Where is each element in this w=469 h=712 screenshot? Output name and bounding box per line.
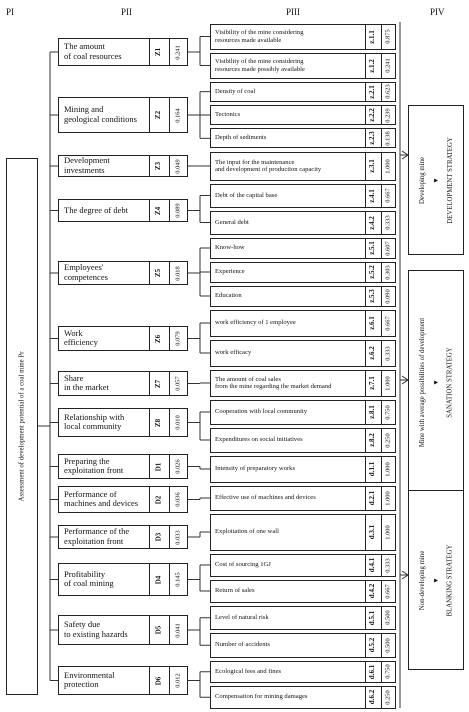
factor-weight: 0.026 [174,459,182,474]
factor-weight: 0.012 [174,673,182,688]
criterion-code: z.8.2 [367,433,376,447]
criterion-divider [365,634,366,657]
root-label: Assessment of development potential of a coal mine Pr [18,351,26,501]
criterion-code: z.1.1 [367,29,376,44]
criterion-name: Exploitation of one wall [215,528,279,535]
criterion-code: d.4.2 [368,583,377,599]
criterion-code: z.5.1 [367,241,376,255]
factor-code: Z1 [154,47,163,57]
criterion-divider [381,634,382,657]
criterion-weight: 0.239 [384,107,392,123]
criterion-weight: 0.138 [384,131,392,146]
criterion-weight: 0.750 [384,404,392,420]
criterion-divider [365,662,366,683]
factor-code: Z3 [154,161,163,171]
criterion-weight: 0.090 [384,288,392,304]
criterion-name: Visibility of the mine considering resources made possibly available [215,58,305,73]
criterion-name: Know-how [215,244,245,251]
factor-code: D2 [153,495,162,504]
criterion-divider [381,185,382,207]
factor-code: Z8 [154,418,163,427]
criterion-weight: 0.875 [384,29,392,44]
factor-divider [149,262,150,284]
criterion-weight: 0.607 [384,240,392,256]
criterion-divider [381,515,382,550]
criterion-weight: 0.333 [384,557,392,573]
criterion-divider [365,153,366,180]
criterion-code: d.1.1 [368,461,377,477]
criterion-code: z.6.1 [367,316,376,330]
criterion-code: z.8.1 [367,405,376,419]
criterion-weight: 0.667 [384,583,392,599]
criterion-divider [381,83,382,101]
criterion-divider [365,25,366,49]
criterion-code: z.1.2 [367,58,376,73]
criterion-code: d.6.1 [368,664,377,679]
criterion-divider [381,662,382,683]
factor-divider [169,487,170,512]
factor-code: D5 [153,625,162,635]
criterion-divider [381,239,382,258]
criterion-divider [365,429,366,452]
criterion-code: z.6.2 [367,346,376,360]
factor-weight: 0.010 [174,415,182,430]
criterion-weight: 1.000 [384,524,392,540]
criterion-name: Level of natural risk [215,613,269,621]
criterion-divider [381,371,382,396]
criterion-name: Cost of sourcing 1GJ [215,561,271,568]
criterion-code: z.5.3 [367,289,376,303]
criterion-divider [381,263,382,282]
strategy-label: Non-developing mine [418,550,426,610]
criterion-name: Return of sales [215,587,255,594]
criterion-divider [381,153,382,180]
factor-code: D1 [153,462,162,471]
criterion-code: z.2.2 [367,108,376,122]
criterion-divider [365,581,366,602]
criterion-name: work efficiency of 1 employee [215,319,296,326]
factor-weight: 0.036 [174,492,182,507]
criterion-divider [381,129,382,147]
factor-divider [149,409,150,436]
criterion-divider [381,106,382,124]
factor-name: Preparing the exploitation front [64,455,124,476]
factor-code: Z6 [154,334,163,343]
factor-divider [149,616,150,644]
criterion-divider [381,341,382,366]
criterion-code: z.5.2 [367,265,376,279]
criterion-divider [381,401,382,424]
criterion-name: Intensity of preparatory works [215,465,296,472]
criterion-name: Debt of the capital base [215,191,278,199]
factor-name: Performance of machines and devices [64,488,139,509]
criterion-name: Density of coal [215,87,256,95]
criterion-name: Number of accidents [215,641,270,649]
factor-weight: 0.079 [174,331,182,346]
criterion-divider [381,287,382,306]
criterion-name: General debt [215,218,249,226]
criterion-divider [365,457,366,482]
criterion-divider [381,212,382,234]
criterion-divider [381,687,382,708]
criterion-divider [365,212,366,234]
factor-divider [149,98,150,132]
factor-divider [149,372,150,395]
criterion-divider [365,341,366,366]
criterion-weight: 1.000 [384,490,392,506]
criterion-weight: 0.333 [384,215,392,230]
criterion-divider [365,129,366,147]
factor-divider [169,455,170,478]
strategy-down-arrow-icon: ▼ [432,576,440,584]
criterion-name: Experience [215,268,245,275]
criterion-weight: 0.750 [384,664,392,679]
criterion-divider [365,487,366,510]
criterion-name: The input for the maintenance and development of production capacity [215,158,322,174]
strategy-down-arrow-icon: ▼ [432,379,440,386]
criterion-weight: 0.667 [384,188,392,203]
factor-name: Profitability of coal mining [64,568,114,589]
factor-divider [149,156,150,176]
criterion-weight: 1.000 [384,158,392,174]
criterion-weight: 0.623 [384,84,392,99]
factor-code: D4 [153,575,162,584]
criterion-code: z.3.1 [367,159,376,173]
criterion-divider [365,54,366,78]
criterion-code: z.4.2 [367,215,376,230]
factor-name: Performance of the exploitation front [64,526,130,546]
criterion-code: d.6.2 [368,690,377,705]
criterion-divider [381,555,382,576]
criterion-weight: 0.667 [384,315,392,331]
factor-divider [149,564,150,595]
factor-divider [149,327,150,350]
criterion-divider [365,106,366,124]
factor-name: Safety due to existing hazards [64,619,128,639]
factor-weight: 0.049 [174,158,182,174]
criterion-divider [381,487,382,510]
strategy-label: Mine with average possibilities of development [418,317,426,448]
criterion-code: d.5.2 [368,638,377,653]
factor-divider [149,455,150,478]
factor-divider [169,409,170,436]
criterion-divider [381,54,382,78]
strategy-down-arrow-icon: ▼ [432,176,440,184]
criterion-weight: 0.250 [384,690,392,705]
criterion-divider [381,607,382,630]
factor-weight: 0.164 [174,107,182,123]
factor-divider [169,327,170,350]
factor-weight: 0.145 [174,572,182,587]
factor-code: Z4 [154,206,163,215]
factor-name: Share in the market [64,372,109,393]
criterion-weight: 0.250 [384,432,392,448]
criterion-divider [365,287,366,306]
factor-code: Z7 [154,379,163,388]
criterion-divider [365,263,366,282]
criterion-divider [365,371,366,396]
factor-divider [169,616,170,644]
factor-divider [149,526,150,548]
factor-name: Mining and geological conditions [64,104,137,124]
criterion-name: Tectonics [215,111,241,118]
factor-weight: 0.018 [174,265,182,281]
factor-name: The degree of debt [64,204,128,215]
criterion-name: The amount of coal sales from the mine regarding the market demand [215,375,332,391]
criterion-weight: 1.000 [384,461,392,477]
criterion-divider [381,581,382,602]
factor-code: Z2 [154,110,163,120]
header-pi: PI [6,7,15,17]
criterion-divider [365,607,366,630]
criterion-code: d.4.1 [368,557,377,573]
strategy-name: DEVELOPMENT STRATEGY [446,136,454,224]
factor-weight: 0.033 [174,529,182,545]
criterion-name: Effective use of machines and devices [215,494,316,501]
criterion-divider [365,401,366,424]
header-pii: PII [121,7,132,17]
factor-code: D3 [153,532,162,542]
factor-weight: 0.057 [174,376,182,391]
factor-name: The amount of coal resources [64,41,122,61]
factor-divider [169,526,170,548]
criterion-weight: 0.241 [384,58,392,73]
factor-divider [149,200,150,221]
factor-name: Employees' competences [64,262,108,282]
criterion-divider [365,555,366,576]
strategy-label: Developing mine [418,156,426,204]
criterion-code: d.2.1 [368,490,377,506]
criterion-name: Expenditures on social initiatives [215,436,303,443]
factor-divider [169,667,170,694]
criterion-code: z.2.1 [367,84,376,99]
criterion-code: d.3.1 [368,524,377,540]
factor-divider [169,372,170,395]
criterion-code: d.5.1 [368,610,377,625]
criterion-name: Compensation for mining damages [215,693,308,701]
factor-code: D6 [153,676,162,685]
factor-divider [149,487,150,512]
criterion-divider [381,429,382,452]
factor-divider [169,156,170,176]
factor-weight: 0.041 [174,622,182,638]
criterion-divider [365,239,366,258]
factor-divider [169,564,170,595]
header-piv: PIV [430,7,445,17]
factor-divider [169,200,170,221]
factor-name: Development investments [64,155,110,175]
factor-name: Relationship with local community [64,411,125,432]
factor-weight: 0.089 [174,203,182,218]
criterion-weight: 0.500 [384,610,392,625]
strategy-name: SANATION STRATEGY [446,347,454,418]
criterion-code: z.4.1 [367,188,376,203]
criterion-weight: 0.303 [384,264,392,280]
factor-divider [169,262,170,284]
factor-name: Environmental protection [64,669,115,690]
criterion-name: Cooperation with local community [215,408,308,415]
criterion-weight: 0.333 [384,345,392,361]
criterion-divider [381,457,382,482]
criterion-name: Education [215,292,242,299]
criterion-divider [365,185,366,207]
factor-weight: 0.241 [174,44,182,60]
criterion-code: z.2.3 [367,131,376,146]
criterion-weight: 0.500 [384,638,392,653]
criterion-divider [365,311,366,336]
factor-divider [169,39,170,65]
criterion-weight: 1.000 [384,375,392,391]
criterion-name: Depth of sediments [215,134,267,142]
strategy-name: BLANKING STRATEGY [446,544,454,616]
criterion-name: Ecological fees and fines [215,667,282,675]
factor-divider [169,98,170,132]
criterion-divider [381,311,382,336]
criterion-divider [365,687,366,708]
factor-code: Z5 [154,268,163,278]
factor-name: Work efficiency [64,327,98,348]
factor-divider [149,667,150,694]
criterion-divider [365,83,366,101]
criterion-name: Visibility of the mine considering resources made available [215,29,304,44]
header-piii: PIII [286,7,300,17]
factor-divider [149,39,150,65]
criterion-divider [365,515,366,550]
criterion-divider [381,25,382,49]
criterion-code: z.7.1 [367,376,376,390]
criterion-name: work efficacy [215,349,252,356]
